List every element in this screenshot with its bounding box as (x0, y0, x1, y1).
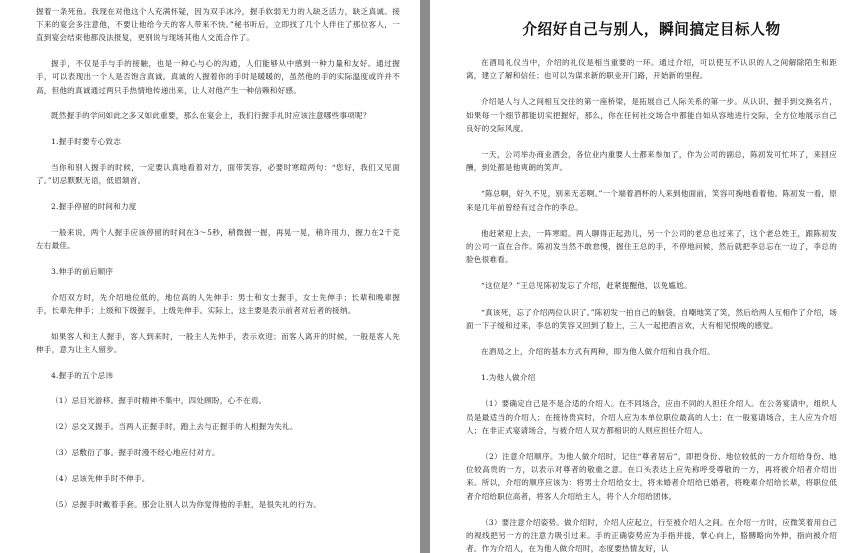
paragraph: 当你和别人握手的时候，一定要认真地看着对方，面带笑容，必要时寒暄两句：“您好，我们又见面了。”切忌默默无语，低眉颔首。 (36, 163, 400, 186)
list-item: （2）注意介绍顺序。为他人做介绍时，记住“尊者居后”，即把身份、地位较低的一方介绍给身份、地位较高贵的一方，以表示对尊者的敬重之意。在口头表达上应先称呼受尊敬的一方，再将被介绍者介绍出来。所以，介绍的顺序应该为：将男士介绍给女士，将未婚者介绍给已婚者，将晚辈介绍给长辈，将职位低者介绍给职位高者，将客人介绍给主人，将个人介绍给团体。 (466, 452, 837, 501)
list-item: （3）忌敷衍了事。握手时漫不经心地应付对方。 (51, 447, 220, 457)
chapter-title: 介绍好自己与别人，瞬间搞定目标人物 (522, 21, 781, 38)
right-page (430, 0, 859, 553)
paragraph: 一般来说，两个人握手应该停留的时间在3～5秒，稍微握一握，再晃一晃，稍许用力，握力在2千克左右最佳。 (36, 227, 400, 250)
list-item: （1）要确定自己是不是合适的介绍人。在不同场合，应由不同的人担任介绍人。在公务宴请中，组织人员是最适当的介绍人；在接待贵宾时，介绍人应为本单位职位最高的人士；在一般宴请场合，主人应为介绍人；在非正式宴请场合，与被介绍人双方都相识的人则应担任介绍人。 (466, 399, 837, 435)
section-heading: 1.握手时要专心致志 (51, 137, 121, 147)
left-page (0, 0, 420, 553)
section-heading: 2.握手停留的时间和力度 (51, 202, 137, 211)
section-heading: 4.握手的五个忌讳 (51, 370, 114, 380)
paragraph: 介绍是人与人之间相互交往的第一座桥梁，是拓展自己人际关系的第一步。从认识、握手到交换名片，如果每一个细节都能切实把握好，那么，你在任何社交场合中都能自如从容地进行交际，全方位地展示自己良好的交际风度。 (466, 97, 837, 133)
paragraph: 如果客人和主人握手，客人到来时，一般主人先伸手，表示欢迎；而客人离开的时候，一般是客人先伸手，意为让主人留步。 (36, 331, 400, 354)
paragraph: 既然握手的学问如此之多又如此重要，那么在宴会上，我们行握手礼时应该注意哪些事项呢？ (51, 111, 371, 121)
section-heading: 3.伸手的前后顺序 (51, 266, 114, 276)
paragraph: “陈总啊，好久不见，别来无恙啊。”一个端着酒杯的人来到他面前，笑容可掬地看着他。陈初发一看，原来是几年前曾经有过合作的李总。 (466, 189, 837, 212)
paragraph: 一天，公司举办商业酒会，各位业内重要人士都来参加了，作为公司的副总，陈初发可忙坏了，来回应酬，到处都是他爽朗的笑声。 (466, 150, 837, 173)
paragraph: 他赶紧迎上去，一阵寒暄。两人聊得正起劲儿，另一个公司的老总也过来了，这个老总姓王，跟陈初发的公司一直在合作。陈初发当然不敢怠慢，握住王总的手，不停地问候，然后就把李总忘在一边了，李总的脸色很难看。 (466, 228, 837, 265)
list-item: （2）忌交叉握手。当两人正握手时，跑上去与正握手的人相握为失礼。 (51, 422, 298, 432)
list-item: （3）要注意介绍姿势。做介绍时，介绍人应起立，行至被介绍人之间。在介绍一方时，应微笑着用自己的视线把另一方的注意力吸引过来。手的正确姿势应为手指并拢，掌心向上，胳膊略向外伸，指向被介绍者。作为介绍人，在为他人做介绍时，态度要热情友好，认 (466, 517, 837, 553)
list-item: （4）忌该先伸手时不伸手。 (51, 473, 150, 483)
paragraph: 握手，不仅是手与手的接触，也是一种心与心的沟通，人们能够从中感到一种力量和友好。通过握手，可以表现出一个人是否饱含真诚。真诚的人握着你的手时是暖暖的，虽然他的手的实际温度或许并不高，但他的真诚通过两只手热情地传递出来，让人对他产生一种信赖和好感。 (36, 59, 400, 95)
paragraph: 在酒局礼仪当中，介绍的礼仪是相当重要的一环。通过介绍，可以使互不认识的人之间解除陌生和距离，建立了解和信任；也可以为谋求新的职业开门路，开始新的里程。 (466, 58, 837, 81)
section-heading: 1.为他人做介绍 (481, 373, 536, 383)
paragraph: 在酒局之上，介绍的基本方式有两种，即为他人做介绍和自我介绍。 (481, 347, 715, 357)
paragraph: “这位是？”王总见陈初发忘了介绍，赶紧提醒他，以免尴尬。 (481, 281, 692, 291)
list-item: （1）忌目光游移。握手时精神不集中，四处顾盼，心不在焉。 (51, 396, 267, 406)
paragraph: 介绍双方时，先介绍地位低的，地位高的人先伸手：男士和女士握手，女士先伸手；长辈和晚辈握手，长辈先伸手；上级和下级握手，上级先伸手。实际上，这主要是表示前者对后者的接纳。 (36, 292, 400, 315)
paragraph: “真该死，忘了介绍两位认识了。”陈初发一拍自己的脑袋，自嘲地笑了笑，然后给两人互相作了介绍，场面一下子缓和过来，李总的笑容又回到了脸上，三人一起把酒言欢，大有相见恨晚的感觉。 (466, 307, 837, 330)
list-item: （5）忌握手时戴着手套。那会让别人以为你觉得他的手脏，是很失礼的行为。 (51, 499, 322, 509)
paragraph: 握着一条死鱼。我现在对他这个人充满怀疑，因为双手冰冷，握手软弱无力的人缺乏活力，缺乏真诚。接下来的宴会多注意他，不要让他给今天的客人带来不快。”秘书听后，立即找了几个人伴住了那位客人，一直到宴会结束他都没法报复，更别说与现场其他人交流合作了。 (36, 7, 400, 43)
